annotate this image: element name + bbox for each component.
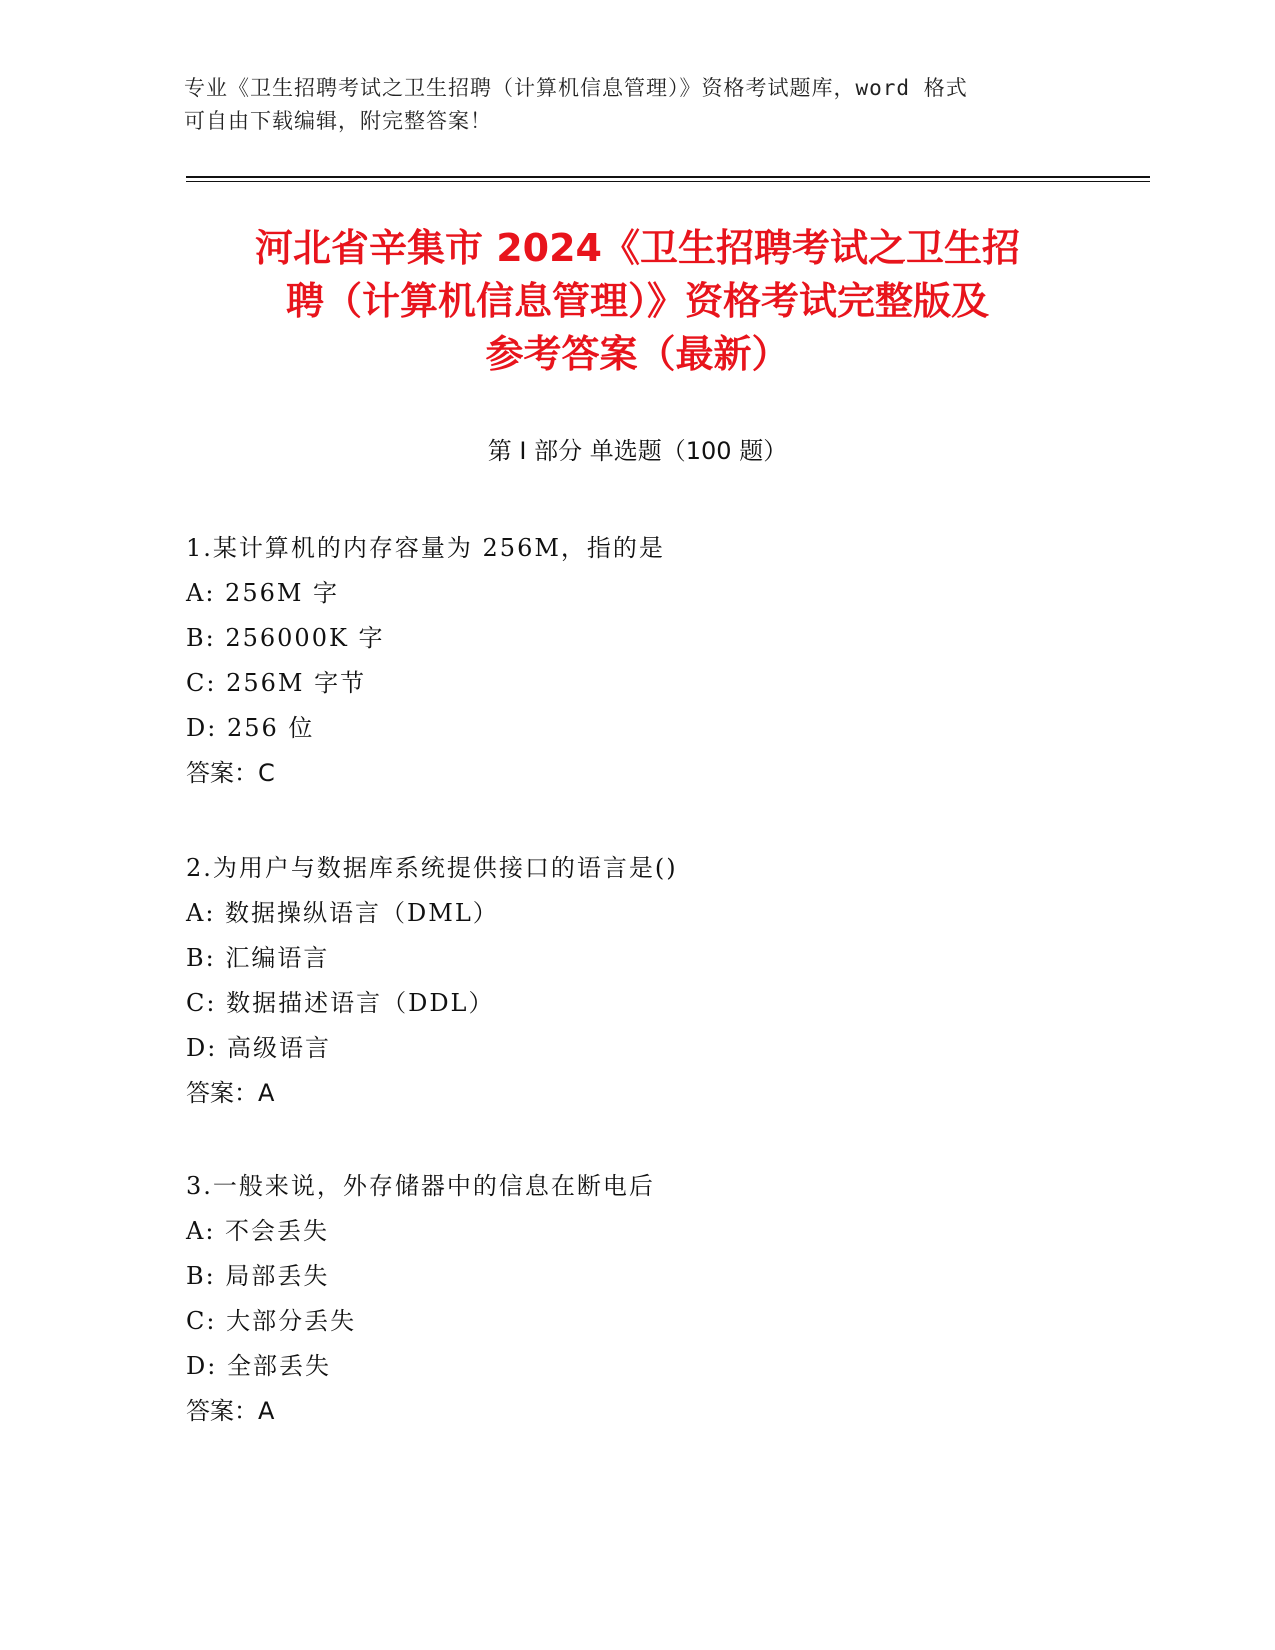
header-note-line-2: 可自由下载编辑，附完整答案！ — [184, 109, 492, 133]
document-title-line-1: 河北省辛集市 2024《卫生招聘考试之卫生招 — [255, 226, 1020, 270]
question-3 — [186, 1164, 1086, 1434]
question-2-text: 2.为用户与数据库系统提供接口的语言是() — [186, 854, 678, 882]
section-title: 第 I 部分 单选题（100 题） — [487, 437, 788, 465]
question-2-answer: 答案：A — [186, 1079, 275, 1107]
header-divider-thin — [186, 181, 1150, 182]
question-2-option-b: B: 汇编语言 — [186, 944, 330, 972]
header-note — [184, 72, 1064, 138]
question-3-option-c: C: 大部分丢失 — [186, 1307, 357, 1335]
question-2 — [186, 846, 1086, 1116]
question-3-text: 3.一般来说，外存储器中的信息在断电后 — [186, 1172, 655, 1200]
question-1-text: 1.某计算机的内存容量为 256M，指的是 — [186, 534, 665, 562]
document-title-line-3: 参考答案（最新） — [485, 332, 790, 376]
document-title — [150, 222, 1125, 381]
question-1-option-c: C: 256M 字节 — [186, 669, 367, 697]
question-1-option-b: B: 256000K 字 — [186, 624, 385, 652]
document-title-line-2: 聘（计算机信息管理）》资格考试完整版及 — [285, 279, 989, 323]
question-1-option-a: A: 256M 字 — [186, 579, 340, 607]
question-1-answer: 答案：C — [186, 759, 275, 787]
question-3-option-d: D: 全部丢失 — [186, 1352, 331, 1380]
header-note-line-1: 专业《卫生招聘考试之卫生招聘（计算机信息管理）》资格考试题库，word 格式 — [184, 76, 968, 100]
question-2-option-c: C: 数据描述语言（DDL） — [186, 989, 495, 1017]
question-3-answer: 答案：A — [186, 1397, 275, 1425]
question-2-option-d: D: 高级语言 — [186, 1034, 331, 1062]
question-3-option-b: B: 局部丢失 — [186, 1262, 330, 1290]
question-1-option-d: D: 256 位 — [186, 714, 315, 742]
header-divider-thick — [186, 176, 1150, 178]
question-2-option-a: A: 数据操纵语言（DML） — [186, 899, 499, 927]
question-1 — [186, 526, 1086, 796]
question-3-option-a: A: 不会丢失 — [186, 1217, 330, 1245]
